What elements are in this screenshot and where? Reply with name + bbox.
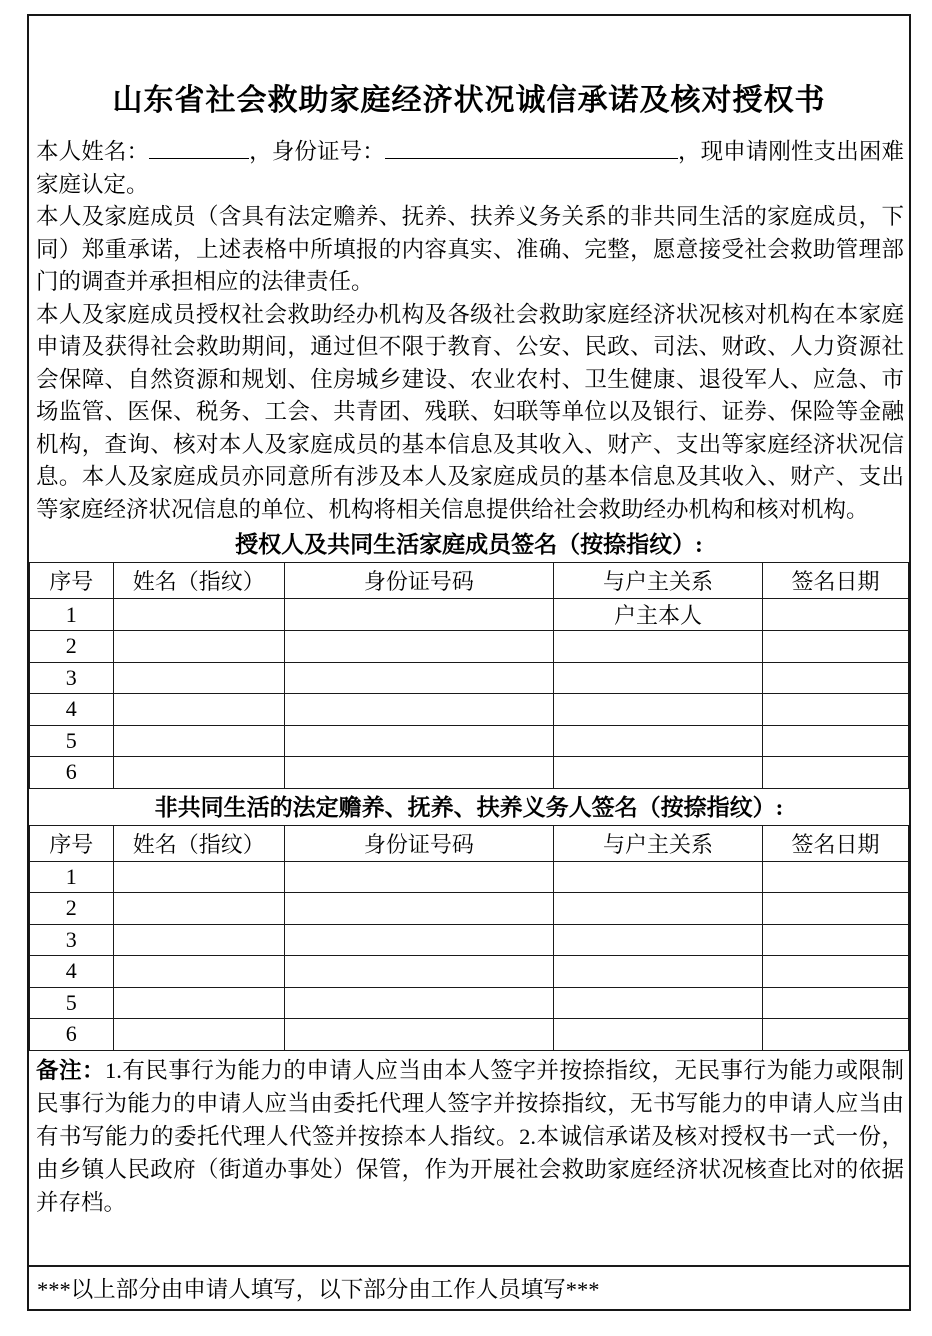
table-cell — [763, 631, 909, 663]
table-row — [30, 893, 909, 925]
table-cell — [284, 757, 553, 789]
column-header-relation: 与户主关系 — [553, 825, 762, 861]
table-cell — [553, 662, 762, 694]
table-cell — [113, 1019, 284, 1051]
table-cell: 2 — [30, 893, 114, 925]
column-header-id: 身份证号码 — [284, 825, 553, 861]
table-row — [30, 599, 909, 631]
table-cell — [113, 757, 284, 789]
table-cell — [284, 599, 553, 631]
table-cell — [284, 861, 553, 893]
table-cell — [553, 987, 762, 1019]
column-header-relation: 与户主关系 — [553, 563, 762, 599]
remarks-label: 备注： — [36, 1057, 106, 1083]
name-label: 本人姓名： — [36, 139, 150, 164]
column-header-date: 签名日期 — [763, 825, 909, 861]
table2-header — [30, 825, 909, 861]
table-cell — [284, 987, 553, 1019]
table-cell — [553, 956, 762, 988]
table-header-row — [30, 825, 909, 861]
table-cell — [113, 599, 284, 631]
column-header-date: 签名日期 — [763, 563, 909, 599]
table-cell: 1 — [30, 861, 114, 893]
table-cell — [553, 1019, 762, 1051]
footer-instruction-text: ***以上部分由申请人填写，以下部分由工作人员填写*** — [37, 1277, 600, 1302]
table-cell: 5 — [30, 987, 114, 1019]
table-cell — [113, 725, 284, 757]
table-cell — [113, 861, 284, 893]
table-cell — [553, 893, 762, 925]
table-cell: 6 — [30, 1019, 114, 1051]
table-cell — [113, 987, 284, 1019]
table-cell — [284, 924, 553, 956]
table-cell — [553, 725, 762, 757]
table-cell: 户主本人 — [553, 599, 762, 631]
table-cell — [284, 694, 553, 726]
table-row — [30, 987, 909, 1019]
table-row — [30, 1019, 909, 1051]
table-cell — [763, 861, 909, 893]
table-cell — [284, 662, 553, 694]
table-cell: 5 — [30, 725, 114, 757]
table-cell — [113, 893, 284, 925]
table-cell — [113, 694, 284, 726]
intro-paragraph — [36, 136, 904, 201]
table-header-row — [30, 563, 909, 599]
table-cell — [284, 1019, 553, 1051]
authorization-paragraph: 本人及家庭成员授权社会救助经办机构及各级社会救助家庭经济状况核对机构在本家庭申请及获得社会救助期间，通过但不限于教育、公安、民政、司法、财政、人力资源社会保障、自然资源和规划、住房城乡建设、农业农村、卫生健康、退役军人、应急、市场监管、医保、税务、工会、共青团、残联、妇联等单位以及银行、证券、保险等金融机构，查询、核对本人及家庭成员的基本信息及其收入、财产、支出等家庭经济状况信息。本人及家庭成员亦同意所有涉及本人及家庭成员的基本信息及其收入、财产、支出等家庭经济状况信息的单位、机构将相关信息提供给社会救助经办机构和核对机构。 — [36, 301, 904, 522]
table-cell — [763, 757, 909, 789]
remarks-text: 1.有民事行为能力的申请人应当由本人签字并按捺指纹，无民事行为能力或限制民事行为能力的申请人应当由委托代理人签字并按捺指纹，无书写能力的申请人应当由有书写能力的委托代理人代签并按捺本人指纹。2.本诚信承诺及核对授权书一式一份，由乡镇人民政府（街道办事处）保管，作为开展社会救助家庭经济状况核查比对的依据并存档。 — [36, 1057, 904, 1215]
table-cell — [763, 893, 909, 925]
table-cell — [284, 631, 553, 663]
table-cell: 6 — [30, 757, 114, 789]
id-number-blank-field — [385, 137, 678, 159]
table-cell — [553, 924, 762, 956]
table-cell — [763, 694, 909, 726]
table2-body — [30, 861, 909, 1050]
family-members-signature-table — [29, 562, 909, 789]
table-cell — [113, 631, 284, 663]
table-cell: 3 — [30, 924, 114, 956]
table-cell: 1 — [30, 599, 114, 631]
table-cell — [763, 956, 909, 988]
table2-heading: 非共同生活的法定赡养、抚养、扶养义务人签名（按捺指纹）: — [154, 794, 784, 820]
table-cell — [113, 662, 284, 694]
column-header-serial: 序号 — [30, 563, 114, 599]
table-row — [30, 924, 909, 956]
table-cell — [763, 1019, 909, 1051]
table-cell — [284, 893, 553, 925]
table-row — [30, 861, 909, 893]
table-cell — [763, 599, 909, 631]
table-row — [30, 956, 909, 988]
table-cell — [553, 631, 762, 663]
footer-instruction-strip — [29, 1265, 909, 1309]
table1-heading: 授权人及共同生活家庭成员签名（按捺指纹）: — [235, 532, 703, 557]
body-text — [36, 136, 904, 526]
table-row — [30, 757, 909, 789]
table-cell — [553, 757, 762, 789]
column-header-serial: 序号 — [30, 825, 114, 861]
table1-header — [30, 563, 909, 599]
intro-suffix: ，现申请刚性支出困难家庭认定。 — [36, 139, 904, 197]
form-sheet-border — [27, 14, 911, 1311]
table-cell — [284, 956, 553, 988]
table-cell — [113, 956, 284, 988]
table-cell — [763, 924, 909, 956]
table-row — [30, 631, 909, 663]
table-row — [30, 662, 909, 694]
table-cell — [553, 694, 762, 726]
table-cell — [284, 725, 553, 757]
table-cell: 2 — [30, 631, 114, 663]
table-cell — [763, 725, 909, 757]
obligors-signature-table — [29, 825, 909, 1051]
table1-body — [30, 599, 909, 789]
column-header-name: 姓名（指纹） — [113, 563, 284, 599]
remarks-paragraph — [36, 1054, 904, 1219]
table-cell — [113, 924, 284, 956]
table-cell — [763, 662, 909, 694]
table-cell: 4 — [30, 956, 114, 988]
name-blank-field — [149, 137, 249, 159]
table-row — [30, 725, 909, 757]
column-header-id: 身份证号码 — [284, 563, 553, 599]
pledge-paragraph: 本人及家庭成员（含具有法定赡养、抚养、扶养义务关系的非共同生活的家庭成员，下同）郑重承诺，上述表格中所填报的内容真实、准确、完整，愿意接受社会救助管理部门的调查并承担相应的法律责任。 — [36, 204, 904, 294]
table-row — [30, 694, 909, 726]
table-cell — [763, 987, 909, 1019]
id-number-label: ，身份证号： — [249, 139, 385, 164]
table-cell: 3 — [30, 662, 114, 694]
table-cell — [553, 861, 762, 893]
page-title: 山东省社会救助家庭经济状况诚信承诺及核对授权书 — [112, 84, 826, 117]
column-header-name: 姓名（指纹） — [113, 825, 284, 861]
table-cell: 4 — [30, 694, 114, 726]
